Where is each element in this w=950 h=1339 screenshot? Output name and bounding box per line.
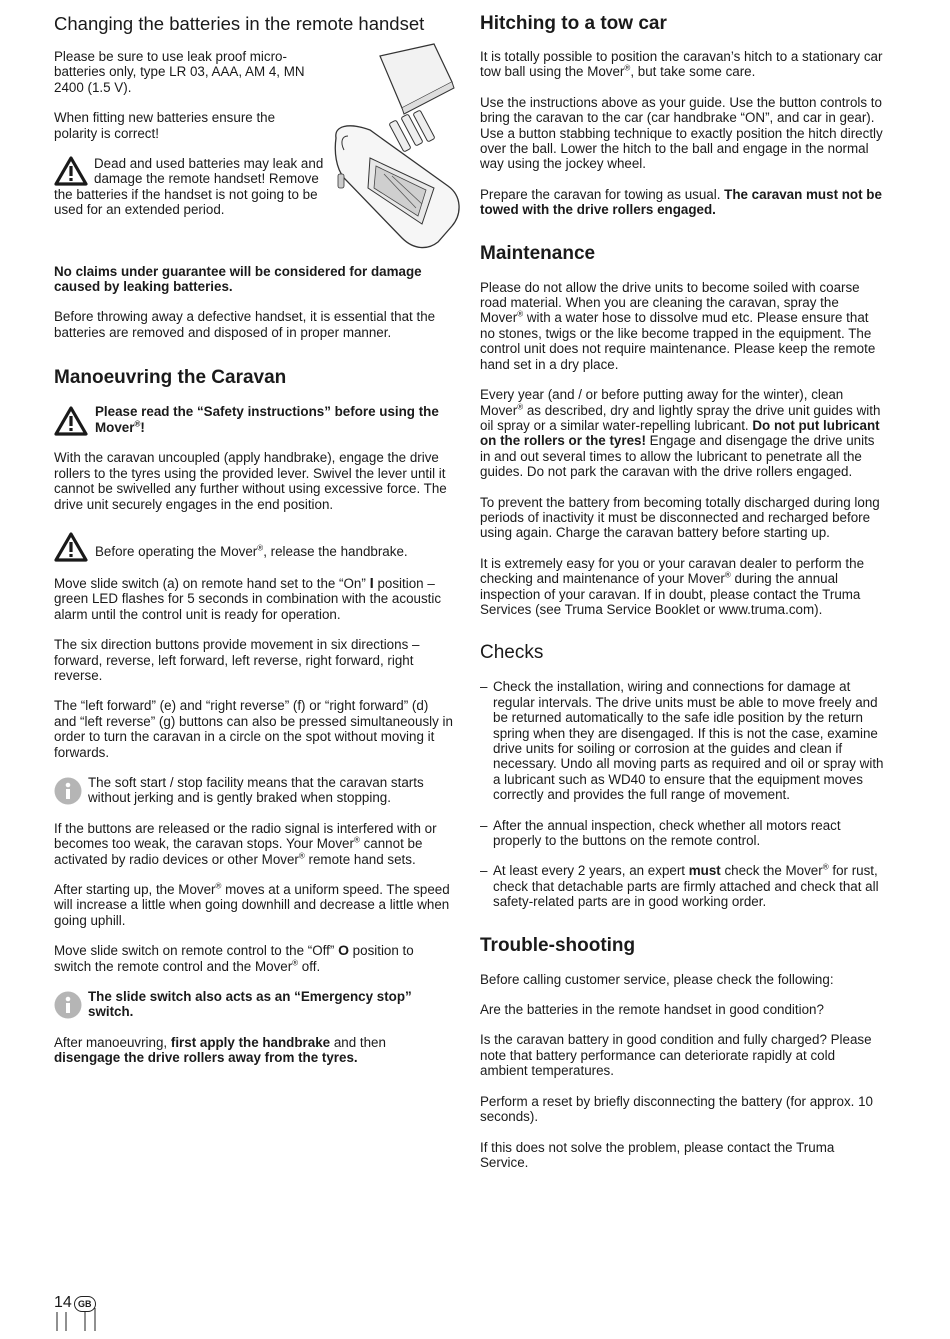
safety-warning: Please read the “Safety instructions” before using the Mover®! (54, 404, 454, 436)
trouble-paragraph-3: Is the caravan battery in good condition and fully charged? Please note that battery performance can deteriorate rapidly at cold ambient temperatures. (480, 1032, 872, 1079)
manoeuvring-paragraph-3: The six direction buttons provide movement in six directions – forward, reverse, left forward, left reverse, right forward, right reverse. (54, 637, 420, 683)
soft-start-info (54, 775, 454, 806)
remote-handset-icon (335, 126, 459, 248)
maintenance-paragraph-4: It is extremely easy for you or your caravan dealer to perform the checking and maintenance of your Mover® during the annual inspection of your caravan. If in doubt, please contact the Truma Services (see Truma Service Booklet or www.truma.com). (480, 555, 865, 617)
emergency-stop-info (54, 989, 454, 1020)
batteries-icon (389, 110, 435, 152)
trouble-paragraph-2: Are the batteries in the remote handset in good condition? (480, 1002, 824, 1018)
hitching-heading: Hitching to a tow car (480, 13, 667, 34)
warning-triangle-icon (54, 406, 88, 436)
check-item-2: – After the annual inspection, check whether all motors react properly to the buttons on the remote control. (480, 817, 841, 849)
checks-heading: Checks (480, 642, 544, 664)
battery-cover-icon (380, 44, 454, 114)
language-badge: GB (74, 1296, 96, 1312)
info-circle-icon (54, 777, 82, 805)
hitching-paragraph-1: It is totally possible to position the caravan’s hitch to a stationary car tow ball using the Mover®, but take some care. (480, 49, 883, 80)
on-position-symbol: I (369, 574, 374, 592)
manoeuvring-heading: Manoeuvring the Caravan (54, 367, 287, 389)
maintenance-paragraph-3: To prevent the battery from becoming totally discharged during long periods of inactivity it must be disconnected and recharged before using again. Charge the caravan battery before starting up. (480, 494, 880, 541)
info-circle-icon (54, 991, 82, 1019)
manoeuvring-paragraph-6: After starting up, the Mover® moves at a uniform speed. The speed will increase a little when going downhill and decrease a little when going uphill. (54, 881, 450, 928)
handbrake-warning: Before operating the Mover®, release the handbrake. (54, 530, 454, 562)
hitching-paragraph-3: Prepare the caravan for towing as usual. The caravan must not be towed with the drive rollers engaged. (480, 186, 882, 218)
manoeuvring-paragraph-5: If the buttons are released or the radio signal is interfered with or becomes too weak, the caravan stops. Your Mover® cannot be activated by radio devices or other Mover® remote hand sets. (54, 820, 437, 867)
page-footer (54, 1294, 96, 1312)
manoeuvring-paragraph-1: With the caravan uncoupled (apply handbrake), engage the drive rollers to the tyres using the provided lever. Swivel the lever until it cannot be swivelled any further without using excessive force. The drive unit securely engages in the end position. (54, 450, 447, 512)
trouble-paragraph-1: Before calling customer service, please check the following: (480, 971, 834, 987)
maintenance-heading: Maintenance (480, 242, 596, 264)
batteries-warning (54, 156, 329, 218)
batteries-warning-text: Dead and used batteries may leak and damage the remote handset! Remove the batteries if the handset is not going to be used for an extended period. (54, 156, 324, 218)
check-item-3: – At least every 2 years, an expert must check the Mover® for rust, check that detachable parts are firmly attached and check that all safety-related parts are in good working order. (480, 862, 879, 910)
maintenance-paragraph-2: Every year (and / or before putting away for the winter), clean Mover® as described, dry and lightly spray the drive unit guides with oil spray or a similar water-repelling lubricant. Do not put lubricant on the rollers or the tyres! Engage and disengage the drive units in and out several times to allow the lubricant to penetrate all the guides. Do not park the caravan with the drive rollers engaged. (480, 387, 881, 480)
trouble-paragraph-4: Perform a reset by briefly disconnecting the battery (for approx. 10 seconds). (480, 1093, 873, 1125)
hitching-paragraph-2: Use the instructions above as your guide. Use the button controls to bring the caravan to the car (car handbrake “ON”, and car in gear). Use a button stabbing technique to exactly position the hitch directly over the ball. Lower the hitch to the ball and engage in the normal way using the jockey wheel. (480, 94, 883, 172)
emergency-stop-info-text: The slide switch also acts as an “Emergency stop” switch. (88, 989, 412, 1020)
right-column (480, 12, 884, 1185)
warning-triangle-icon (54, 532, 88, 562)
batteries-paragraph-3: Before throwing away a defective handset, it is essential that the batteries are removed and disposed of in proper manner. (54, 309, 436, 340)
manoeuvring-paragraph-8: After manoeuvring, first apply the handbrake and then disengage the drive rollers away from the tyres. (54, 1034, 386, 1066)
manoeuvring-paragraph-2: Move slide switch (a) on remote hand set to the “On” I position – green LED flashes for 5 seconds in combination with the acoustic alarm until the control unit is ready for operation. (54, 574, 442, 622)
page-number: 14 (54, 1294, 72, 1311)
check-item-1: – Check the installation, wiring and connections for damage at regular intervals. The drive units must be able to move freely and be returned automatically to the safe idle position by the return spring when they are disengaged. If this is not the case, examine drive units for soiling or corrosion at the guides and clean if necessary. Undo all moving parts as required and oil or spray with a lubricant such as WD40 to ensure that the equipment moves correctly and provides the full range of movement. (480, 679, 884, 803)
batteries-heading: Changing the batteries in the remote handset (54, 13, 425, 34)
off-position-symbol: O (338, 942, 349, 959)
batteries-paragraph-1: Please be sure to use leak proof micro-batteries only, type LR 03, AAA, AM 4, MN 2400 (1.5 V). (54, 49, 305, 95)
soft-start-info-text: The soft start / stop facility means that the caravan starts without jerking and is gently braked when stopping. (88, 774, 424, 806)
warning-triangle-icon (54, 156, 88, 186)
trouble-paragraph-5: If this does not solve the problem, please contact the Truma Service. (480, 1139, 835, 1170)
trouble-shooting-heading: Trouble-shooting (480, 934, 636, 956)
safety-warning-text: Please read the “Safety instructions” before using the Mover (95, 404, 439, 435)
handbrake-warning-text: Before operating the Mover (95, 543, 258, 559)
maintenance-paragraph-1: Please do not allow the drive units to become soiled with coarse road material. When you are cleaning the caravan, spray the Mover® with a water hose to dissolve mud etc. Please ensure that no stones, twigs or the like become trapped in the equipment. The control unit does not require maintenance. Please keep the remote hand set in a dry place. (480, 279, 876, 372)
guarantee-notice: No claims under guarantee will be considered for damage caused by leaking batteries. (54, 263, 422, 295)
manoeuvring-paragraph-7: Move slide switch on remote control to the “Off” O position to switch the remote control and the Mover® off. (54, 942, 414, 974)
manoeuvring-paragraph-4: The “left forward” (e) and “right reverse” (f) or “right forward” (d) and “left reverse” (g) buttons can also be pressed simultaneously in order to turn the caravan in a circle on the spot without moving it forwards. (54, 698, 453, 760)
batteries-paragraph-2: When fitting new batteries ensure the polarity is correct! (54, 110, 276, 141)
remote-handset-battery-illustration (330, 38, 470, 253)
